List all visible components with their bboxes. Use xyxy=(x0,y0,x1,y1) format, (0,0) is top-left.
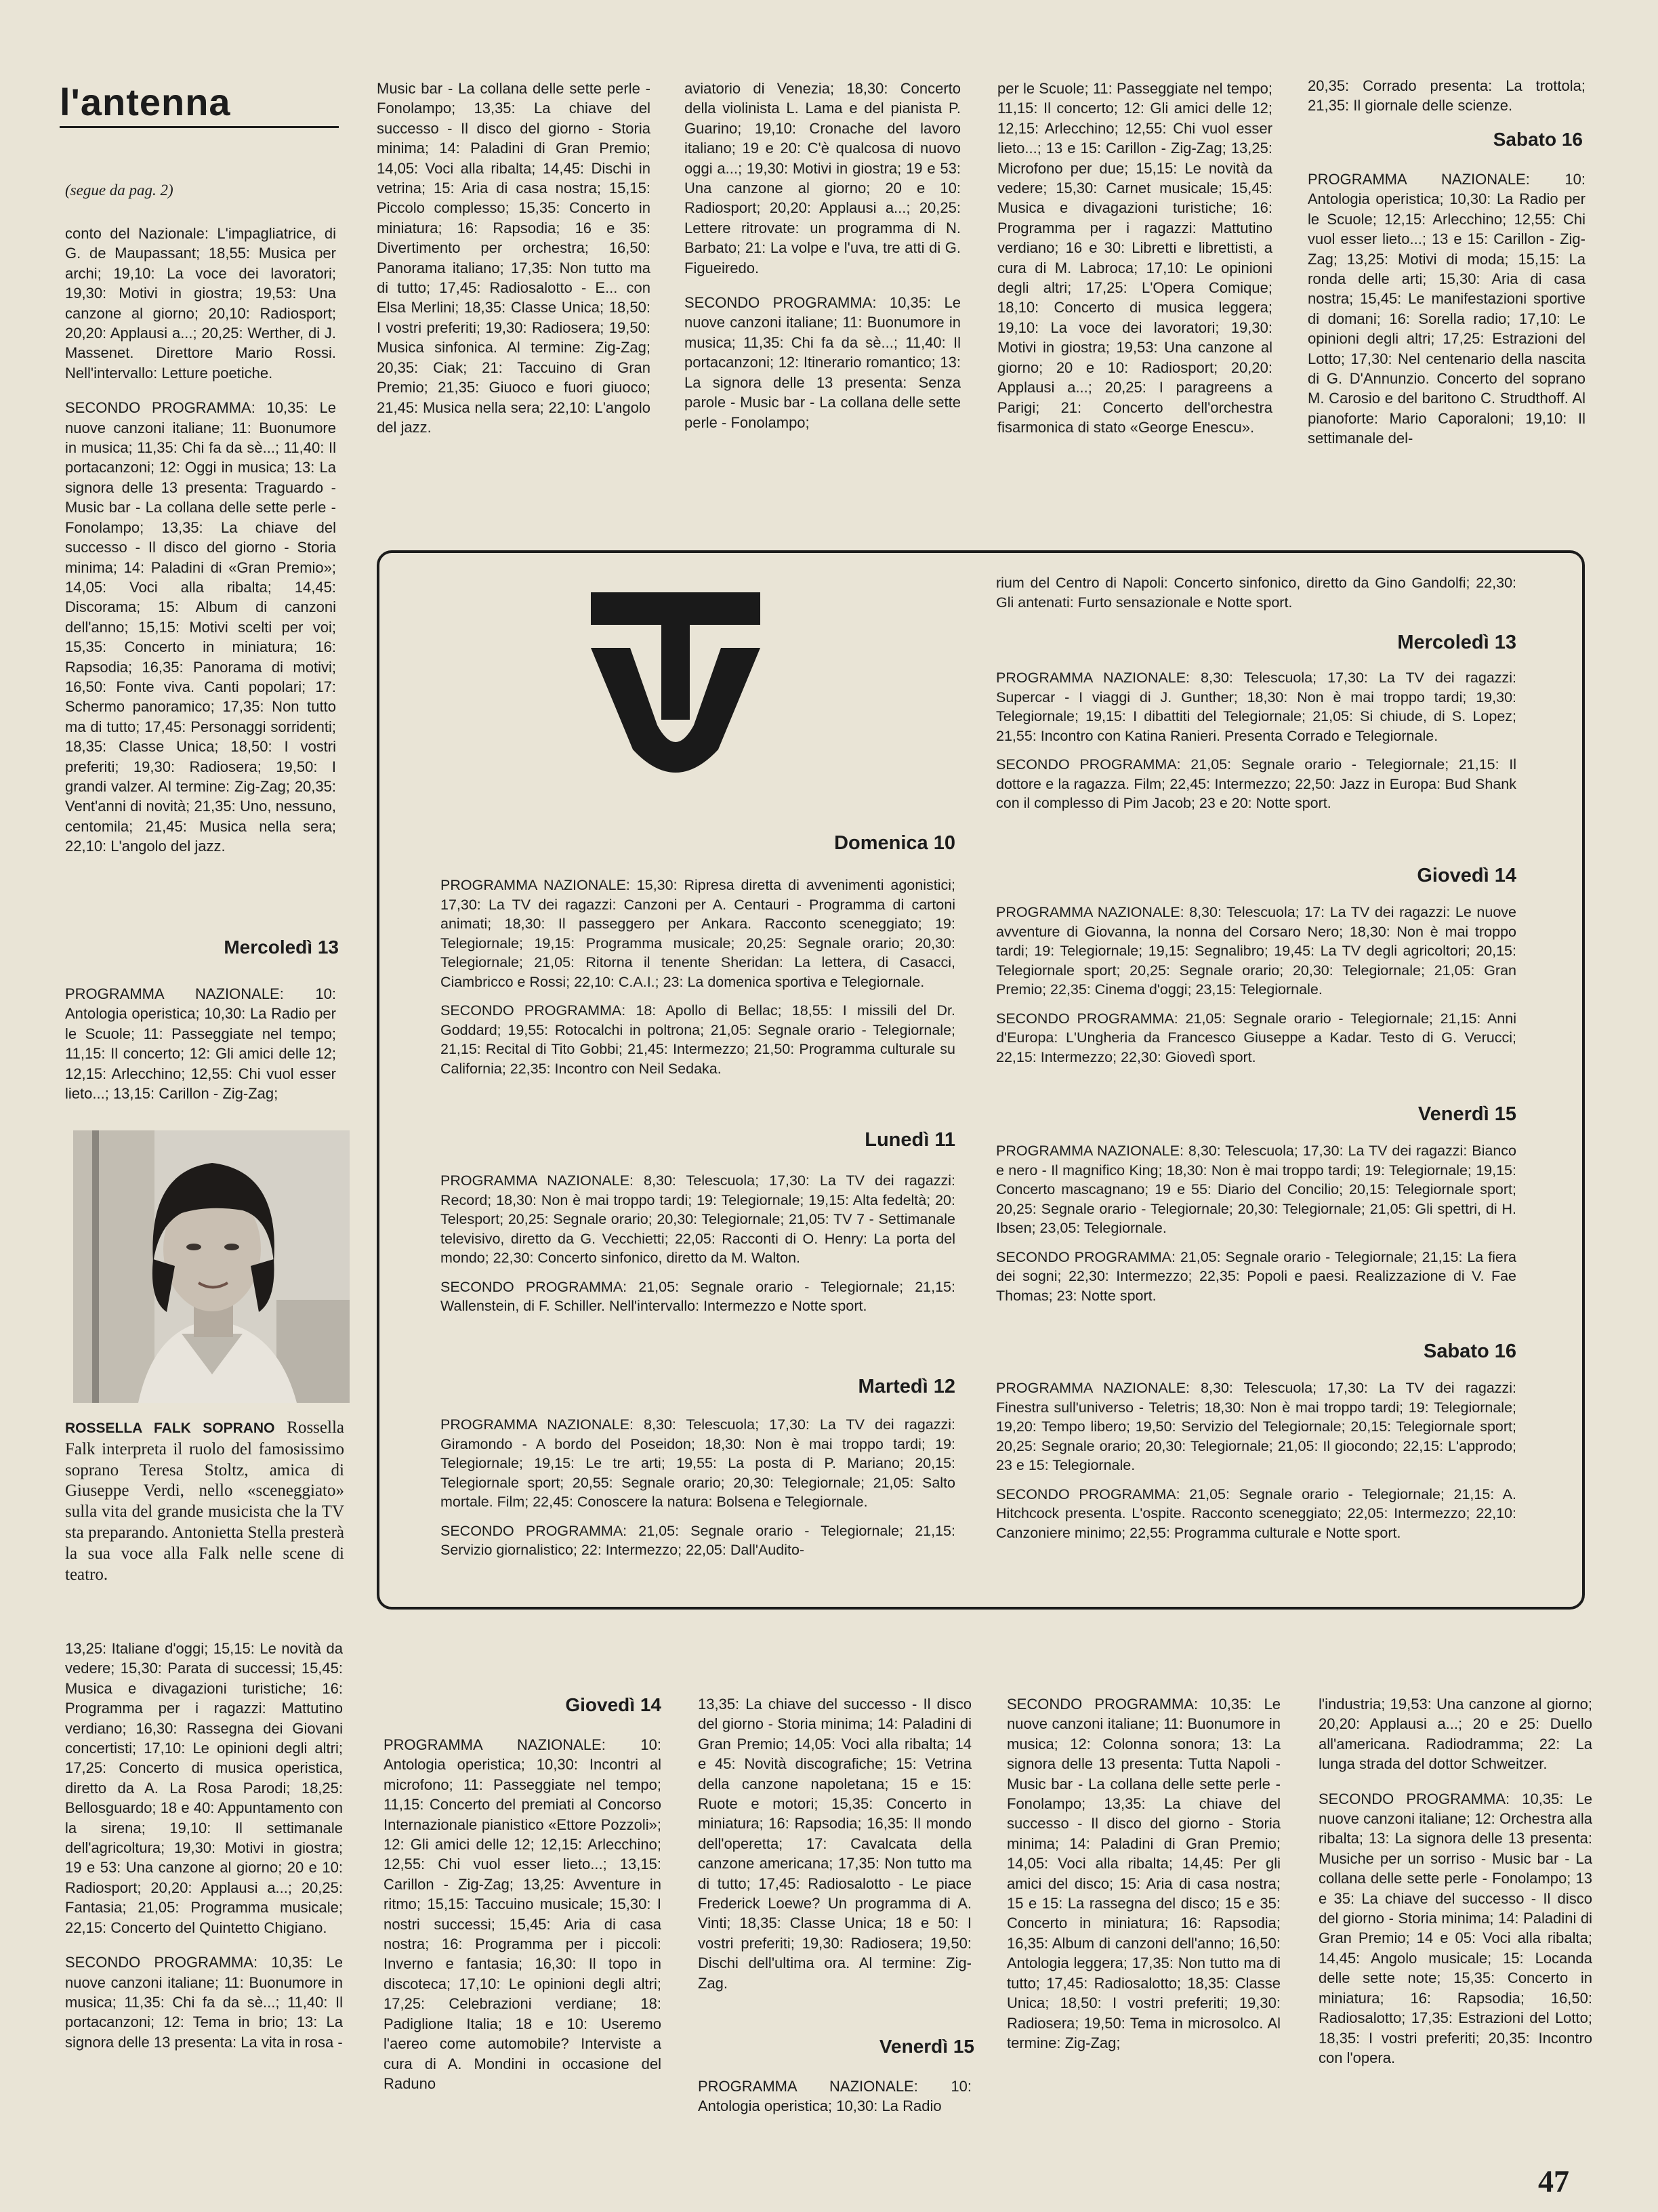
radio-col2-top: Music bar - La collana delle sette perle - Fonolampo; 13,35: La chiave del successo - Il disco del giorno - Storia minima; 14: Paladini di Gran Premio; 14,05: Voci alla ribalta; 14,45: Dischi in vetrina; 15: Aria di casa nostra; 15,15: Piccolo complesso; 15,35: Concerto in miniatura; 16: Rapsodia; 16 e 35: Divertimento per orchestra; 16,50: Panorama italiano; 17,35: Non tutto ma di tutto; 17,45: Radiosalotto - E... con Elsa Merlini; 18,35: Classe Unica; 18,50: I vostri preferiti; 19,30: Radiosera; 19,50: Musica sinfonica. Al termine: Zig-Zag; 20,35: Ciak; 21: Taccuino di Gran Premio; 21,35: Giuoco e fuori giuoco; 21,45: Musica nella sera; 22,10: L'angolo del jazz. xyxy=(377,80,650,436)
paragraph: PROGRAMMA NAZIONALE: 15,30: Ripresa diretta di avvenimenti agonistici; 17,30: La TV dei ragazzi: Canzoni per A. Centauri - Programma di cartoni animati; 18,30: Il passeggero per Ankara. Racconto sceneggiato; 19: Telegiornale; 19,15: Programma musicale; 20,25: Segnale orario; 20,30: Telegiornale; 21,05: Ritorna il tenente Sheridan: La lettera, di Casacci, Ciambricco e Rossi; 22,10: C.A.I.; 23: La domenica sportiva e Telegiornale. xyxy=(440,877,955,990)
tv-logo xyxy=(589,592,762,796)
continued-note: (segue da pag. 2) xyxy=(65,182,173,199)
paragraph: SECONDO PROGRAMMA: 10,35: Le nuove canzoni italiane; 11: Buonumore in musica; 11,35: Chi fa da sè...; 11,40: Il portacanzoni; 12: Itinerario romantico; 13: La signora delle 13 presenta: Senza parole - Music bar - La collana delle sette perle - Fonolampo; xyxy=(684,294,961,431)
paragraph: SECONDO PROGRAMMA: 18: Apollo di Bellac; 18,55: I missili del Dr. Goddard; 19,55: Rotocalchi in poltrona; 21,05: Segnale orario - Telegiornale; 21,15: Recital di Tito Gobbi; 21,45: Intermezzo; 21,50: Programma culturale su California; 22,35: Incontro con Neil Sedaka. xyxy=(440,1002,955,1077)
tv-day-block xyxy=(996,668,1516,823)
paragraph: PROGRAMMA NAZIONALE: 8,30: Telescuola; 17,30: La TV dei ragazzi: Bianco e nero - Il magnifico King; 18,30: Non è mai troppo tardi; 19: Telegiornale; 19,15: Concerto mascagnano; 19 e 55: Diario del Concilio; 20,15: Telegiornale sport; 20,25: Segnale orario - Telegiornale; 20,30: Telegiornale; 21,05: Gli spettri, di H. Ibsen; 23,05: Telegiornale. xyxy=(996,1143,1516,1236)
radio-col1-top xyxy=(65,224,336,872)
tv-day-heading: Domenica 10 xyxy=(834,832,955,854)
tv-day-block xyxy=(996,1378,1516,1552)
paragraph: conto del Nazionale: L'impagliatrice, di G. de Maupassant; 18,55: Musica per archi; 19,10: La voce dei lavoratori; 19,30: Motivi in giostra; 19,53: Una canzone al giorno; 20,10: Radiosport; 20,20: Applausi a...; 20,25: Werther, di J. Massenet. Direttore Mario Rossi. Nell'intervallo: Letture poetiche. xyxy=(65,225,336,382)
paragraph: SECONDO PROGRAMMA: 10,35: Le nuove canzoni italiane; 11: Buonumore in musica; 11,35: Chi fa da sè...; 11,40: Il portacanzoni; 12: Tema in brio; 13: La signora delle 13 presenta: La vita in rosa - xyxy=(65,1954,343,2051)
radio-col3-top xyxy=(684,79,961,447)
paragraph: PROGRAMMA NAZIONALE: 8,30: Telescuola; 17,30: La TV dei ragazzi: Giramondo - A bordo del Poseidon; 18,30: Non è mai troppo tardi; 19: Telegiornale; 19,15: Le tre arti; 19,55: La posta di P. Mariano; 20,15: Telegiornale sport; 20,55: Segnale orario; 20,30: Telegiornale; 21,05: Salto mortale. Film; 22,45: Conoscere la natura: Bolsena e Telegiornale. xyxy=(440,1416,955,1510)
radio-col2-bottom: PROGRAMMA NAZIONALE: 10: Antologia operistica; 10,30: Incontri al microfono; 11: Passeggiate nel tempo; 11,15: Concerto del premiati al Concorso Internazionale pianistico «Ettore Pozzoli»; 12: Gli amici delle 12; 12,15: Arlecchino; 12,55: Chi vuol esser lieto...; 13,15: Carillon - Zig-Zag; 13,25: Avventure in ritmo; 15,15: Taccuino musicale; 15,30: I nostri successi; 15,45: Aria di casa nostra; 16: Programma per i piccoli: Inverno e fantasia; 16,30: Il topo in discoteca; 17,10: Le opinioni degli altri; 17,25: Celebrazioni verdiane; 18: Padiglione Italia; 18 e 10: Useremo l'aereo come automobile? Interviste a cura di A. Mondini in occasione del Raduno xyxy=(384,1736,661,2092)
radio-col1-mid: PROGRAMMA NAZIONALE: 10: Antologia operistica; 10,30: La Radio per le Scuole; 11: Passeggiate nel tempo; 11,15: Il concerto; 12: Gli amici delle 12; 12,15: Arlecchino; 12,55: Chi vuol esser lieto...; 13,15: Carillon - Zig-Zag; xyxy=(65,985,336,1103)
radio-col3-bottom: 13,35: La chiave del successo - Il disco del giorno - Storia minima; 14: Paladini di Gran Premio; 14,05: Voci alla ribalta; 14 e 45: Novità discografiche; 15: Vetrina della canzone napoletana; 15 e 15: Ruote e motori; 15,35: Concerto in miniatura; 16: Rapsodia; 16,35: Il mondo dell'operetta; 17: Cavalcata della canzone americana; 17,35: Non tutto ma di tutto; 17,45: Radiosalotto - Le piace Frederick Loewe? Un programma di A. Vinti; 18,35: Classe Unica; 18 e 50: I vostri preferiti; 19,30: Radiosera; 19,50: Dischi dell'ultima ora. Al termine: Zig-Zag. xyxy=(698,1696,972,1992)
day-heading: Venerdì 15 xyxy=(879,2036,974,2057)
photo-caption xyxy=(65,1418,344,1585)
tv-day-block xyxy=(996,903,1516,1076)
radio-col5-bottom xyxy=(1319,1694,1592,2083)
radio-col4-top: per le Scuole; 11: Passeggiate nel tempo; 11,15: Il concerto; 12: Gli amici delle 12; 12,15: Arlecchino; 12,55: Chi vuol esser lieto...; 13 e 15: Carillon - Zig-Zag; 13,25: Microfono per due; 15,15: Le novità da vedere; 15,30: Carnet musicale; 15,45: Musica e divagazioni turistiche; 16: Programma per i ragazzi: Mattutino verdiano; 16 e 30: Libretti e librettisti, a cura di M. Labroca; 17,10: Le opinioni degli altri; 17,25: L'Opera Comique; 18,10: Concerto di musica leggera; 19,10: La voce dei lavoratori; 19,30: Motivi in giostra; 19,53: Una canzone al giorno; 20 e 10: Radiosport; 20,20: Applausi a...; 20,25: I paragreens a Parigi; 21: Concerto dell'orchestra fisarmonica di stato «George Enescu». xyxy=(997,80,1272,436)
paragraph: aviatorio di Venezia; 18,30: Concerto della violinista L. Lama e del pianista P. Guarino; 19,10: Cronache del lavoro italiano; 19 e 20: C'è qualcosa di nuovo oggi a...; 19,30: Motivi in giostra; 19 e 53: Una canzone al giorno; 20 e 10: Radiosport; 20,20: Applausi a...; 20,25: Lettere ritrovate: un programma di N. Barbato; 21: La volpe e l'uva, tre atti di G. Figueiredo. xyxy=(684,80,961,276)
tv-day-block xyxy=(440,876,955,1088)
caption-text: Rossella Falk interpreta il ruolo del famosissimo soprano Teresa Stoltz, amica di Giuseppe Verdi, nello «sceneggiato» sulla vita del grande musicista che la TV sta preparando. Antonietta Stella presterà la sua voce alla Falk nelle scene di teatro. xyxy=(65,1418,344,1584)
radio-col1-bottom xyxy=(65,1639,343,2067)
tv-day-block xyxy=(440,1171,955,1326)
paragraph: PROGRAMMA NAZIONALE: 8,30: Telescuola; 17,30: La TV dei ragazzi: Record; 18,30: Non è mai troppo tardi; 19: Telegiornale; 19,15: Alta fedeltà; 20: Telesport; 20,25: Segnale orario; 20,30: Telegiornale; 21,05: TV 7 - Settimanale televisivo, diretto da G. Vecchietti; 22,05: Racconti di O. Henry: La porta del mondo; 22,30: Concerto sinfonico, diretto da M. Walton. xyxy=(440,1172,955,1266)
tv-day-heading: Mercoledì 13 xyxy=(1397,632,1516,653)
day-heading: Giovedì 14 xyxy=(565,1694,661,1715)
paragraph: SECONDO PROGRAMMA: 10,35: Le nuove canzoni italiane; 12: Orchestra alla ribalta; 13: La signora delle 13 presenta: Musiche per un sorriso - Music bar - La collana delle sette perle - Fonolampo; 13 e 35: La chiave del successo - Il disco del giorno - Storia minima; 14: Paladini di Gran Premio; 14 e 05: Voci alla ribalta; 14,45: Angolo musicale; 15: Locanda delle sette note; 15,35: Concerto in miniatura; 16: Rapsodia; 16,50: Radiosalotto; 17,35: Estrazioni del Lotto; 18,35: I vostri preferiti; 20,35: Incontro con l'opera. xyxy=(1319,1790,1592,2066)
paragraph: SECONDO PROGRAMMA: 21,05: Segnale orario - Telegiornale; 21,15: Servizio giornalistico; 22: Intermezzo; 22,05: Dall'Audito- xyxy=(440,1522,955,1558)
paragraph: 13,25: Italiane d'oggi; 15,15: Le novità da vedere; 15,30: Parata di successi; 15,45: Musica e divagazioni turistiche; 16: Programma per i ragazzi: Mattutino verdiano; 16,30: Rassegna dei Giovani concertisti; 17,10: Le opinioni degli altri; 17,25: Concerto di musica operistica, diretto da A. La Rosa Parodi; 18,25: Bellosguardo; 18 e 40: Appuntamento con la sirena; 19,10: Il settimanale dell'agricoltura; 19,30: Motivi in giostra; 19 e 53: Una canzone al giorno; 20 e 10: Radiosport; 20,20: Applausi a...; 20,25: Fantasia; 21,05: Programma musicale; 22,15: Concerto del Quintetto Chigiano. xyxy=(65,1640,343,1936)
tv-day-heading: Sabato 16 xyxy=(1424,1340,1516,1362)
paragraph: SECONDO PROGRAMMA: 21,05: Segnale orario - Telegiornale; 21,15: Il dottore e la ragazza. Film; 22,45: Intermezzo; 22,50: Jazz in Europa: Bud Shank con il complesso di Pim Jacob; 23 e 20: Notte sport. xyxy=(996,756,1516,811)
paragraph: l'industria; 19,53: Una canzone al giorno; 20,20: Applausi a...; 20 e 25: Duello all'americana. Radiodramma; 22: La lunga strada del dottor Schweitzer. xyxy=(1319,1696,1592,1773)
title-rule xyxy=(60,126,339,128)
day-heading: Sabato 16 xyxy=(1493,129,1583,150)
tv-day-heading: Martedì 12 xyxy=(858,1376,955,1397)
paragraph: SECONDO PROGRAMMA: 21,05: Segnale orario - Telegiornale; 21,15: Anni d'Europa: L'Ungheria da Francesco Giuseppe a Kadar. Testo di G. Verucci; 22,15: Intermezzo; 22,30: Giovedì sport. xyxy=(996,1010,1516,1065)
radio-col5-top-b: PROGRAMMA NAZIONALE: 10: Antologia operistica; 10,30: La Radio per le Scuole; 12,15: Arlecchino; 12,55: Chi vuol esser lieto...; 13 e 15: Carillon - Zig-Zag; 13,25: Motivi di moda; 15,15: La ronda delle arti; 15,30: Aria di casa nostra; 15,45: Le manifestazioni sportive di domani; 16: Sorella radio; 17,10: Le opinioni degli altri; 17,25: Estrazioni del Lotto; 17,30: Nel centenario della nascita di G. D'Annunzio. Concerto del soprano M. Carosio e del baritono C. Strudthoff. Al pianoforte: Mario Caporaloni; 19,10: Il settimanale del- xyxy=(1308,171,1586,447)
radio-col5-top-a: 20,35: Corrado presenta: La trottola; 21,35: Il giornale delle scienze. xyxy=(1308,77,1586,115)
paragraph: PROGRAMMA NAZIONALE: 8,30: Telescuola; 17: La TV dei ragazzi: Le nuove avventure di Giovanna, la nonna del Corsaro Nero; 18,30: Non è mai troppo tardi; 19: Telegiornale; 19,15: Segnalibro; 19,45: La TV degli agricoltori; 20,15: Telegiornale sport; 20,25: Segnale orario; 20,30: Telegiornale; 21,05: Gran Premio; 22,35: Cinema d'oggi; 23,15: Telegiornale. xyxy=(996,904,1516,998)
caption-title: ROSSELLA FALK SOPRANO xyxy=(65,1420,275,1436)
day-heading: Mercoledì 13 xyxy=(224,937,339,958)
magazine-title: l'antenna xyxy=(60,81,231,123)
tv-day-heading: Venerdì 15 xyxy=(1417,1103,1516,1125)
paragraph: SECONDO PROGRAMMA: 10,35: Le nuove canzoni italiane; 11: Buonumore in musica; 11,35: Chi fa da sè...; 11,40: Il portacanzoni; 12: Oggi in musica; 13: La signora delle 13 presenta: Traguardo - Music bar - La collana delle sette perle - Fonolampo; 13,35: La chiave del successo - Il disco del giorno - Storia minima; 14: Paladini di «Gran Premio»; 14,05: Voci alla ribalta; 14,45: Discorama; 15: Album di canzoni dell'anno; 15,15: Motivi scelti per voi; 15,35: Concerto in miniatura; 16: Rapsodia; 16,35: Panorama di motivi; 16,50: Fonte viva. Canti popolari; 17: Schermo panoramico; 17,35: Non tutto ma di tutto; 17,45: Personaggi sorridenti; 18,35: Classe Unica; 18,50: I vostri preferiti; 19,30: Radiosera; 19,50: I grandi valzer. Al termine: Zig-Zag; 20,35: Vent'anni di novità; 21,35: Uno, nessuno, centomila; 21,45: Musica nella sera; 22,10: L'angolo del jazz. xyxy=(65,399,336,855)
tv-day-heading: Giovedì 14 xyxy=(1417,865,1516,886)
tv-continued: rium del Centro di Napoli: Concerto sinfonico, diretto da Gino Gandolfi; 22,30: Gli antenati: Furto sensazionale e Notte sport. xyxy=(996,575,1516,611)
paragraph: PROGRAMMA NAZIONALE: 8,30: Telescuola; 17,30: La TV dei ragazzi: Supercar - I viaggi di J. Gunther; 18,30: Non è mai troppo tardi; 19,30: Telegiornale; 19,15: I dibattiti del Telegiornale; 21,05: Si chiude, di S. Lopez; 21,55: Incontro con Katina Ranieri. Presenta Corrado e Telegiornale. xyxy=(996,670,1516,744)
paragraph: SECONDO PROGRAMMA: 21,05: Segnale orario - Telegiornale; 21,15: Wallenstein, di F. Schiller. Nell'intervallo: Intermezzo e Notte sport. xyxy=(440,1278,955,1314)
paragraph: SECONDO PROGRAMMA: 21,05: Segnale orario - Telegiornale; 21,15: A. Hitchcock presenta. L'ospite. Racconto sceneggiato; 22,05: Intermezzo; 22,10: Canzoniere minimo; 22,55: Programma culturale e Notte sport. xyxy=(996,1486,1516,1541)
tv-day-heading: Lunedì 11 xyxy=(865,1129,955,1151)
tv-day-block xyxy=(996,1141,1516,1315)
page-number: 47 xyxy=(1538,2164,1569,2198)
paragraph: PROGRAMMA NAZIONALE: 8,30: Telescuola; 17,30: La TV dei ragazzi: Finestra sull'universo - Teletris; 18,30: Non è mai troppo tardi; 19: Telegiornale; 19,20: Tempo libero; 19,50: Servizio del Telegiornale; 20,15: Telegiornale sport; 20,25: Segnale orario; 20,30: Telegiornale; 21,05: Il giocondo; 22,15: L'approdo; 23 e 15: Telegiornale. xyxy=(996,1380,1516,1473)
paragraph: SECONDO PROGRAMMA: 21,05: Segnale orario - Telegiornale; 21,15: La fiera dei sogni; 22,30: Intermezzo; 22,35: Popoli e paesi. Realizzazione di V. Fae Thomas; 23: Notte sport. xyxy=(996,1248,1516,1304)
tv-day-block xyxy=(440,1415,955,1570)
radio-col3-bottom-b: PROGRAMMA NAZIONALE: 10: Antologia operistica; 10,30: La Radio xyxy=(698,2078,972,2115)
photo-rossella-falk xyxy=(73,1130,350,1403)
radio-col4-bottom: SECONDO PROGRAMMA: 10,35: Le nuove canzoni italiane; 11: Buonumore in musica; 12: Colonna sonora; 13: La signora delle 13 presenta: Tutta Napoli - Music bar - La collana delle sette perle - Fonolampo; 13,35: La chiave del successo - Il disco del giorno - Storia minima; 14: Paladini di Gran Premio; 14,05: Voci alla ribalta; 14,45: Per gli amici del disco; 15: Aria di casa nostra; 15 e 15: La rassegna del disco; 15 e 35: Concerto in miniatura; 16: Rapsodia; 16,35: Album di canzoni dell'anno; 16,50: Antologia leggera; 17,35: Non tutto ma di tutto; 17,45: Radiosalotto; 18,35: Classe Unica; 18,50: I vostri preferiti; 19,30: Radiosera; 19,50: Tema in microsolco. Al termine: Zig-Zag; xyxy=(1007,1696,1281,2051)
